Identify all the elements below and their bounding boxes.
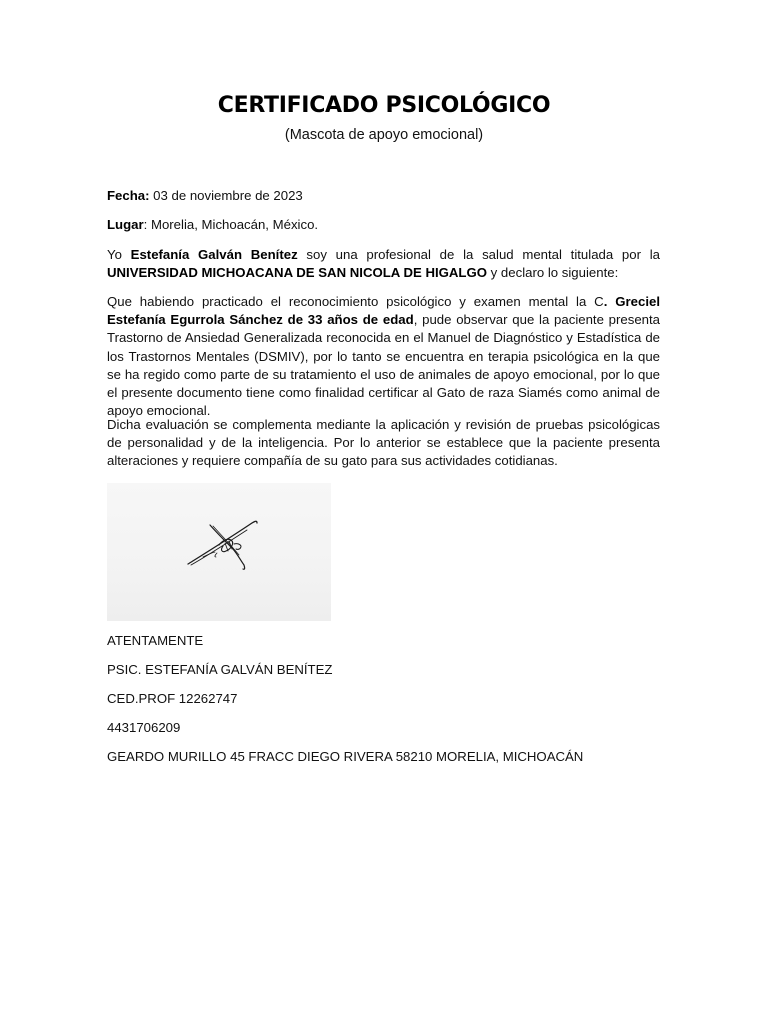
intro-text-2: soy una profesional de la salud mental titulada por la: [297, 247, 660, 262]
professional-license: CED.PROF 12262747: [107, 691, 238, 706]
document-subtitle: (Mascota de apoyo emocional): [284, 127, 484, 143]
place-line: [107, 216, 660, 234]
university-name: UNIVERSIDAD MICHOACANA DE SAN NICOLA DE HIGALGO: [107, 265, 488, 281]
place-label: Lugar: [107, 217, 144, 232]
intro-paragraph: [107, 246, 660, 282]
place-value: : Morelia, Michoacán, México.: [143, 217, 319, 232]
intro-text-1: Yo: [107, 247, 131, 262]
evaluation-text-2: , pude observar que la paciente presenta Trastorno de Ansiedad Generalizada reconocida en el Manuel de Diagnóstico y Estadística de los Trastornos Mentales (DSMIV), por lo tanto se encuentra en terapia psicológica en la que se ha regido como parte de su tratamiento el uso de animales de apoyo emocional, por lo que el presente documento tiene como finalidad certificar al Gato de raza Siamés como animal de apoyo emocional.: [107, 312, 660, 419]
date-value: 03 de noviembre de 2023: [149, 188, 303, 203]
intro-text-3: y declaro lo siguiente:: [487, 265, 619, 281]
date-line: [107, 187, 660, 205]
date-label: Fecha:: [107, 188, 150, 203]
patient-name: . Greciel Estefanía Egurrola Sánchez de 33 años de edad: [107, 294, 660, 328]
conclusion-paragraph: Dicha evaluación se complementa mediante la aplicación y revisión de pruebas psicológicas de personalidad y de la inteligencia. Por lo anterior se establece que la paciente presenta alteraciones y requiere compañía de su gato para sus actividades cotidianas.: [107, 417, 660, 469]
handwritten-signature: [107, 483, 331, 621]
evaluation-text-1: Que habiendo practicado el reconocimiento psicológico y examen mental la C: [107, 294, 604, 309]
phone-number: 4431706209: [107, 720, 181, 735]
evaluation-paragraph: [107, 293, 660, 420]
signer-name: PSIC. ESTEFANÍA GALVÁN BENÍTEZ: [107, 662, 333, 677]
closing-salutation: ATENTAMENTE: [107, 633, 204, 648]
address: GEARDO MURILLO 45 FRACC DIEGO RIVERA 58210 MORELIA, MICHOACÁN: [107, 749, 584, 764]
signature-image: [107, 483, 331, 621]
document-title: CERTIFICADO PSICOLÓGICO: [217, 93, 551, 118]
psychologist-name: Estefanía Galván Benítez: [130, 247, 298, 262]
